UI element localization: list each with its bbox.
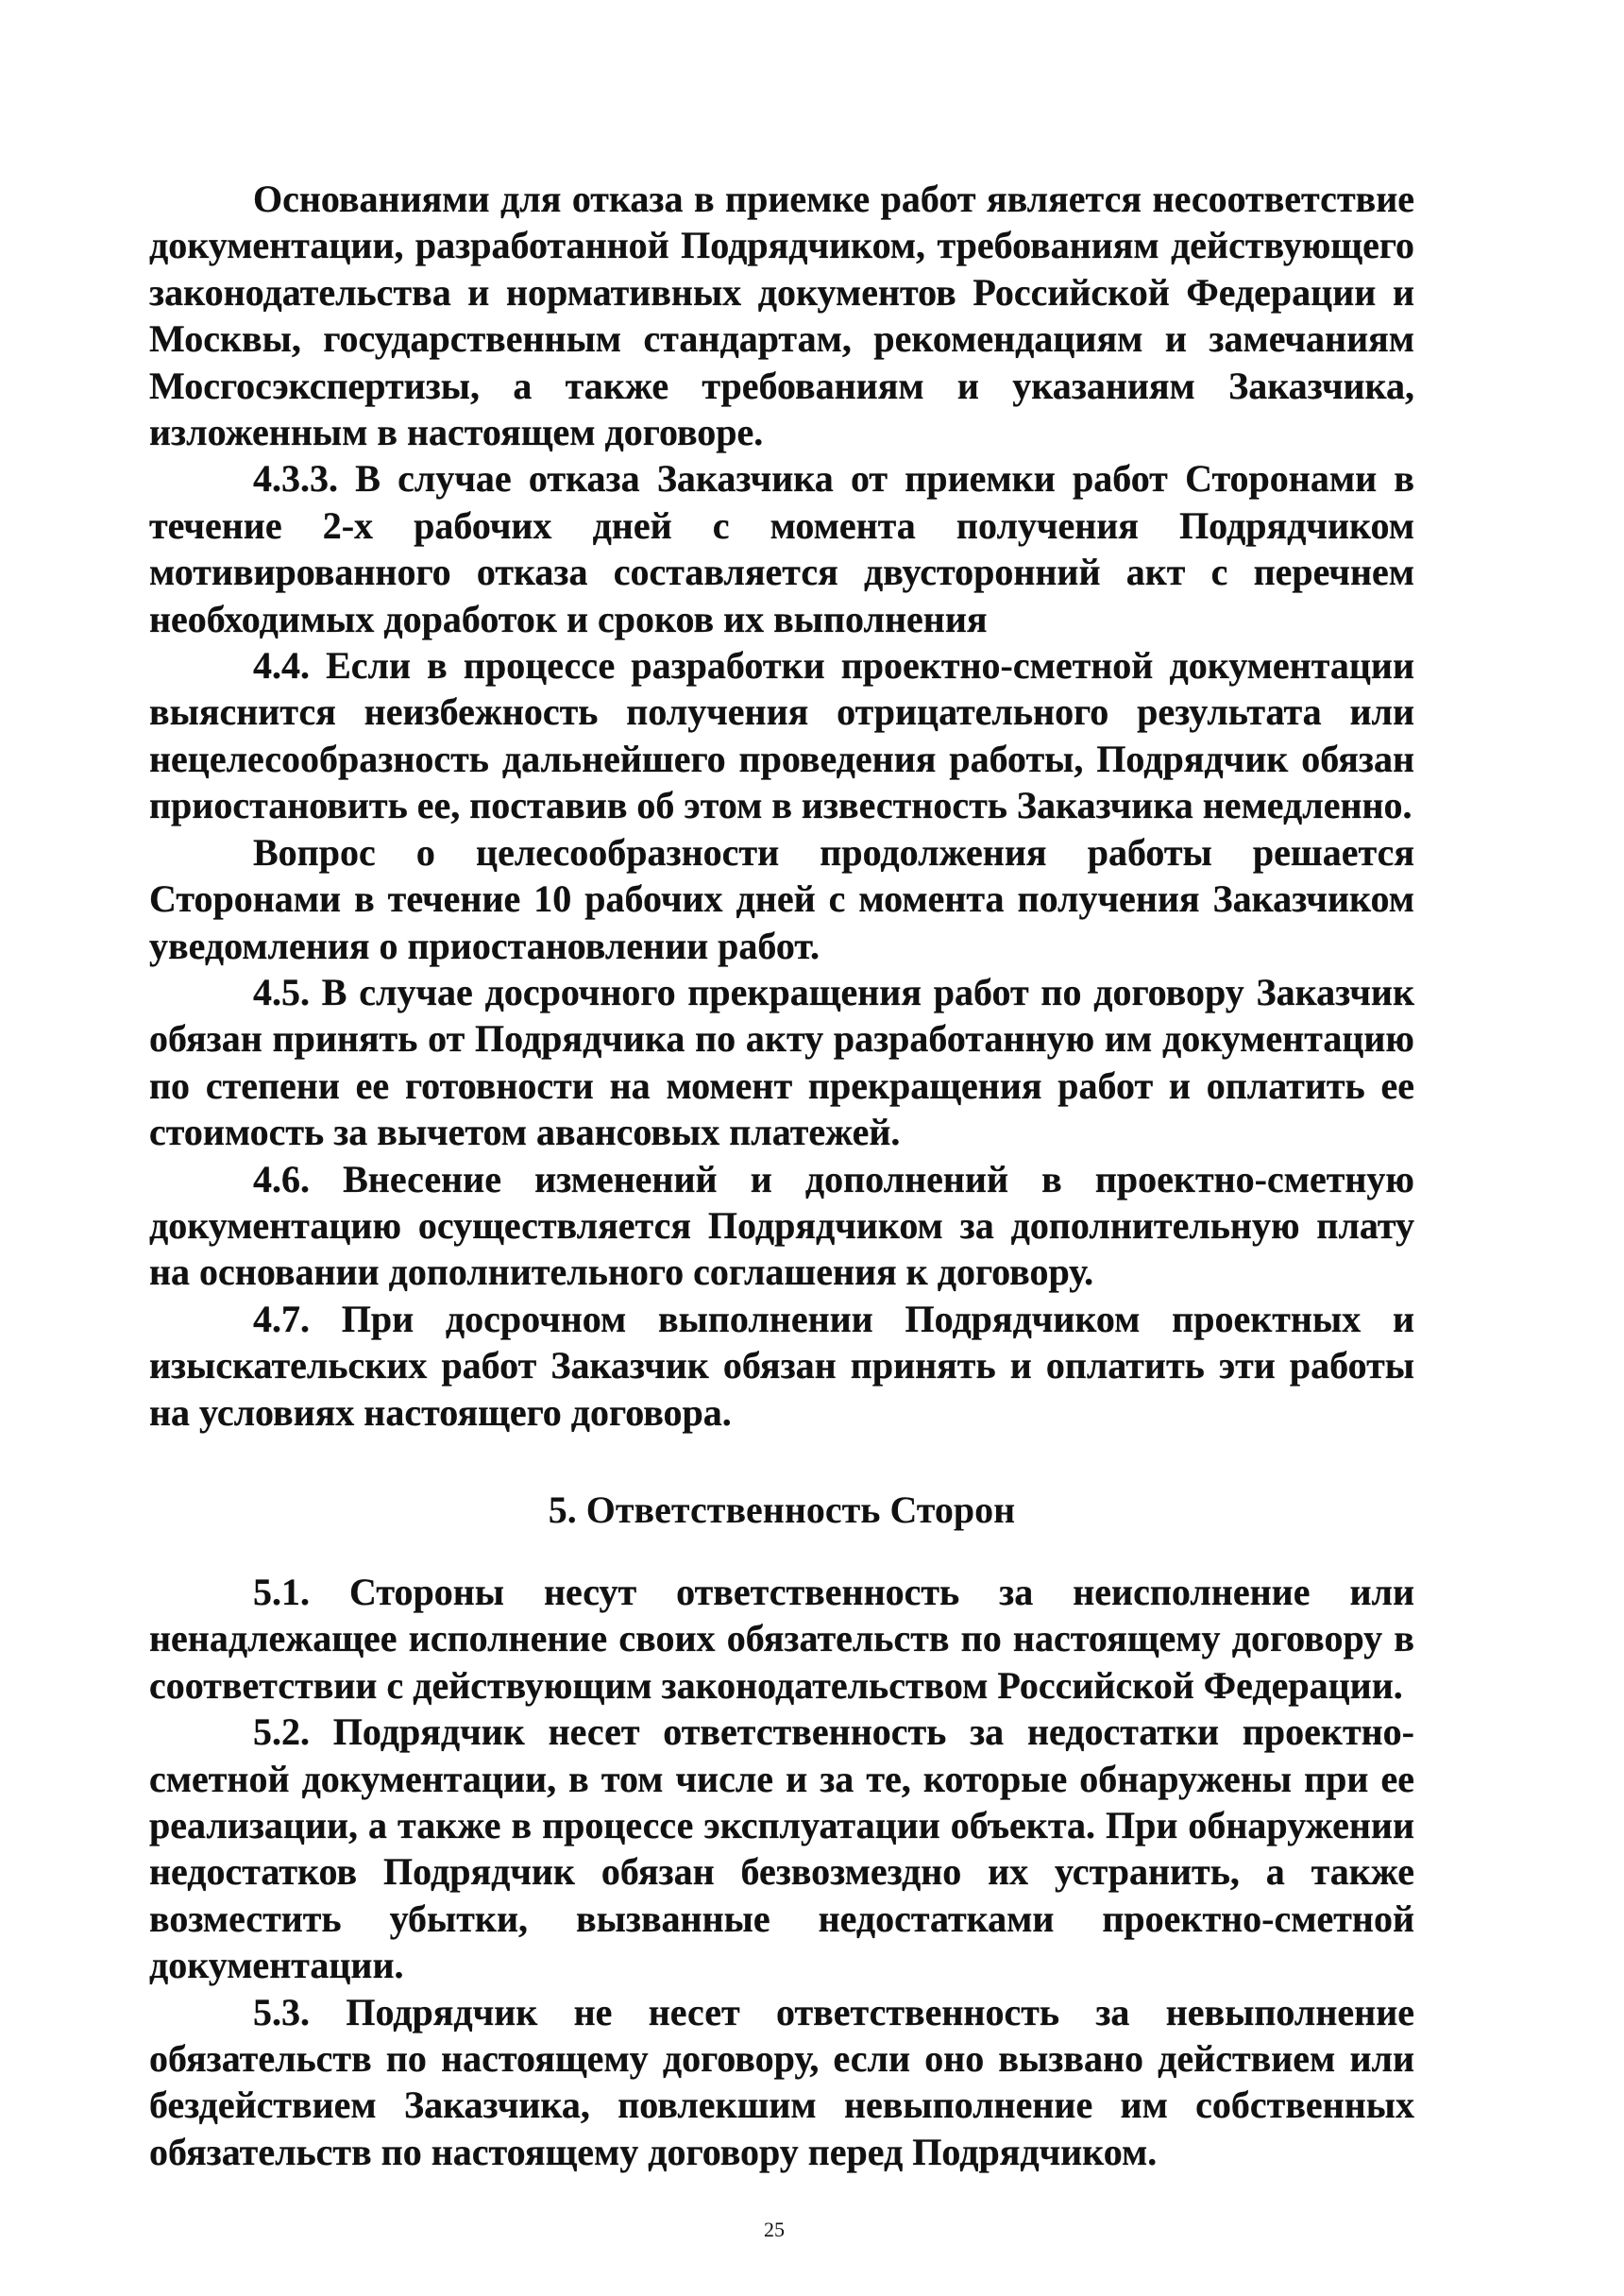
paragraph-4-6: 4.6. Внесение изменений и дополнений в проектно-сметную документацию осуществляется Подрядчиком за дополнительную плату на основании дополнительного соглашения к договору. <box>149 1157 1414 1294</box>
section-5-body <box>149 1569 1414 2175</box>
paragraph-rejection-grounds: Основаниями для отказа в приемке работ является несоответствие документации, разработанной Подрядчиком, требованиям действующего законодательства и нормативных документов Российской Федерации и Москвы, государственным стандартам, рекомендациям и замечаниям Мосгосэкспертизы, а также требованиям и указаниям Заказчика, изложенным в настоящем договоре. <box>149 178 1414 454</box>
section-5-heading: 5. Ответственность Сторон <box>548 1488 1016 1531</box>
paragraph-4-3-3: 4.3.3. В случае отказа Заказчика от приемки работ Сторонами в течение 2-х рабочих дней с момента получения Подрядчиком мотивированного отказа составляется двусторонний акт с перечнем необходимых доработок и сроков их выполнения <box>149 457 1414 640</box>
paragraph-5-1: 5.1. Стороны несут ответственность за неисполнение или ненадлежащее исполнение своих обязательств по настоящему договору в соответствии с действующим законодательством Российской Федерации. <box>149 1571 1414 1707</box>
paragraph-4-4-continued: Вопрос о целесообразности продолжения работы решается Сторонами в течение 10 рабочих дней с момента получения Заказчиком уведомления о приостановлении работ. <box>149 830 1414 967</box>
paragraph-4-7: 4.7. При досрочном выполнении Подрядчиком проектных и изыскательских работ Заказчик обязан принять и оплатить эти работы на условиях настоящего договора. <box>149 1297 1414 1434</box>
paragraph-4-4: 4.4. Если в процессе разработки проектно-сметной документации выяснится неизбежность получения отрицательного результата или нецелесообразность дальнейшего проведения работы, Подрядчик обязан приостановить ее, поставив об этом в известность Заказчика немедленно. <box>149 644 1414 827</box>
paragraph-5-3: 5.3. Подрядчик не несет ответственность за невыполнение обязательств по настоящему договору, если оно вызвано действием или бездействием Заказчика, повлекшим невыполнение им собственных обязательств по настоящему договору перед Подрядчиком. <box>149 1990 1414 2173</box>
section-4-body <box>149 176 1414 1436</box>
paragraph-4-5: 4.5. В случае досрочного прекращения работ по договору Заказчик обязан принять от Подрядчика по акту разработанную им документацию по степени ее готовности на момент прекращения работ и оплатить ее стоимость за вычетом авансовых платежей. <box>149 970 1414 1154</box>
page-number: 25 <box>764 2218 785 2241</box>
paragraph-5-2: 5.2. Подрядчик несет ответственность за недостатки проектно-сметной документации, в том числе и за те, которые обнаружены при ее реализации, а также в процессе эксплуатации объекта. При обнаружении недостатков Подрядчик обязан безвозмездно их устранить, а также возместить убытки, вызванные недостатками проектно-сметной документации. <box>149 1710 1414 1987</box>
